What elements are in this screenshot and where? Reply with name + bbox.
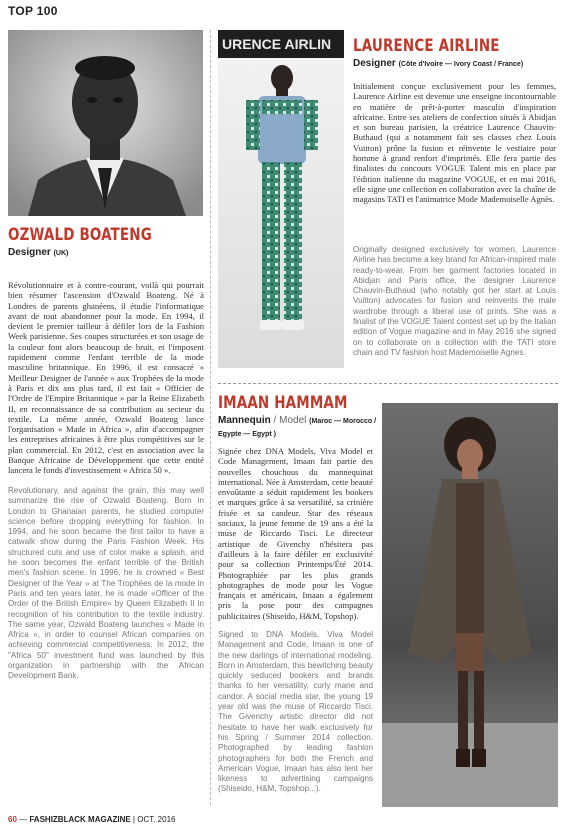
imaan-text-fr: Signée chez DNA Models, Viva Model et Code Management, Imaan fait partie des nouvelles chouchous du mannequinat international. Née à Amsterdam, cette beauté envoûtante a séduit rapidement les bookers et marques grâce à sa versatilité, sa crinière frisée et sa candeur. Star des réseaux sociaux, la jeune femme de 19 ans a été la muse de Riccardo Tisci. Le directeur artistique de Givenchy n'hésitera pas d'ailleurs à la faire défiler en exclusivité pour sa collection Printemps/Été 2014. Photographiée par les plus grands photographes de mode pour les Vogue français et américain, Imaan a également pris la pose pour des campagnes publicitaires (Shiseido, H&M, Topshop). (218, 446, 373, 621)
imaan-role-separator: / (270, 415, 280, 426)
imaan-role (218, 415, 378, 441)
runway-banner-text: URENCE AIRLIN (222, 36, 332, 52)
issue-date: OCT. 2016 (137, 815, 176, 824)
footer-separator-2: | (130, 815, 138, 824)
imaan-text-en: Signed to DNA Models, Viva Model Management and Code, Imaan is one of the new darlings of international modeling. Born in Amsterdam, this bewitching beauty quickly seduced bookers and brands thanks to her versatility, curly mane and candor. A social media star, the young 19 year old was the muse of Riccardo Tisci. The Givenchy artistic director did not hesitate to have her walk exclusively for his Spring / Summer 2014 collection. Photographed by leading fashion photographers for both the French and American Vogue, Imaan has also lent her likeness to advertising campaigns (Shiseido, H&M, Topshop...). (218, 630, 373, 794)
laurence-text-en: Originally designed exclusively for women, Laurence Airline has become a key brand for African-inspired male ready-to-wear. From her garment factories located in Abidjan and Paris office, the designer Laurence Chauvin-Buthaud (who notably got her start at Louis Vuitton) advocates for fusion and reinvents the male wardrobe through a liberal use of prints. She was a finalist of the VOGUE Talent contest set up by the Italian edition of Vogue magazine and in May 2016 she signed on to collaborate on a collection with the TATI store chain and TV fashion host Mademoiselle Agnes. (353, 245, 556, 357)
ozwald-text-fr: Révolutionnaire et à contre-courant, voilà qui pourrait bien résumer l'ascension d'Ozwald Boateng. Né à Londres de parents ghanéens, il étudie l'informatique avant de tout abandonner pour la mode. En 1994, il devient le premier tailleur à défiler lors de la Fashion Week parisienne. Ses coupes structurées et son usage de la couleur font alors beaucoup de bruit, et l'imposent rapidement comme l'enfant terrible de la mode masculine britannique. En 1996, il est consacré « Meilleur Designer de l'année » aux Trophées de la mode à Paris et dix ans plus tard, il est fait « Officier de l'Ordre de l'Empire Britannique » par la Reine Elizabeth II, en reconnaissance de sa contribution au secteur du textile. La même année, Ozwald Boateng lance l'organisation « Made in Africa », afin d'accompagner les entreprises africaines à être plus compétitives sur le plan commercial. En 2012, c'est en association avec la Banque Africaine de Développement que cette entité lancera le fonds d'investissement « Africa 50 ». (8, 280, 204, 476)
laurence-role (353, 58, 523, 71)
column-divider (210, 30, 211, 805)
laurence-role-label: Designer (353, 58, 396, 69)
ozwald-portrait-photo (8, 30, 203, 216)
ozwald-role (8, 247, 68, 260)
imaan-role-label: Mannequin (218, 415, 271, 426)
imaan-origin: (Maroc — Morocco / Egypte — Egypt ) (218, 418, 377, 438)
section-tag: TOP 100 (8, 4, 58, 18)
ozwald-origin: (UK) (53, 250, 69, 257)
footer-separator: — (16, 815, 30, 824)
ozwald-name: OZWALD BOATENG (8, 225, 152, 245)
imaan-runway-photo (382, 403, 558, 807)
laurence-text-fr: Initialement conçue exclusivement pour les femmes, Laurence Airline est devenue une enseigne incontournable en matière de prêt-à-porter masculin d'inspiration africaine. Entre ses ateliers de confection situés à Abidjan et son bureau parisien, la créatrice Laurence Chauvin-Buthaud (qui a notamment fait ses classes chez Louis Vuitton) prône la fusion et réinvente le vestiaire pour homme à grand renfort d'imprimés. Elle fera partie des finalistes du concours VOGUE Talent mis en place par l'édition italienne du magazine VOGUE, et en mai 2016, elle signe une collection en collaboration avec la chaîne de magasins TATI et l'animatrice Mode Mademoiselle Agnès. (353, 81, 556, 205)
magazine-name: FASHIZBLACK MAGAZINE (29, 815, 131, 824)
imaan-role-en: Model (279, 415, 307, 426)
page-footer (8, 815, 175, 824)
page-number: 60 (8, 815, 17, 824)
ozwald-text-en: Revolutionary, and against the grain, this may well summarize the rise of Ozwald Boateng. Born in London to Ghanaian parents, he studied computer science before dropping everything for fashion. In 1994, and he soon became the first tailor to have a catwalk show during the Paris Fashion Week. His structured cuts and use of color make a splash, and he soon becomes the enfant terrible of the British men's fashion scene. In 1996, he is crowned « Best Designer of the Year » at The Trophées de la mode in Paris and ten years later, he is made «Officer of the Order of the British Empire» by Queen Elizabeth II in recognition of his contribution to the textile industry. The same year, Ozwald Boateng launches « Made in Africa », in order to counsel African companies on achieving commercial competitiveness. In 2012, the "Africa 50" investment fund was launched by this organization in partnership with the African Development Bank. (8, 486, 204, 681)
ozwald-role-label: Designer (8, 247, 51, 258)
laurence-name: LAURENCE AIRLINE (353, 36, 500, 56)
laurence-runway-photo (218, 30, 344, 368)
imaan-name: IMAAN HAMMAM (218, 393, 348, 413)
laurence-origin: (Côte d'Ivoire — Ivory Coast / France) (398, 61, 524, 68)
section-divider (218, 383, 558, 384)
